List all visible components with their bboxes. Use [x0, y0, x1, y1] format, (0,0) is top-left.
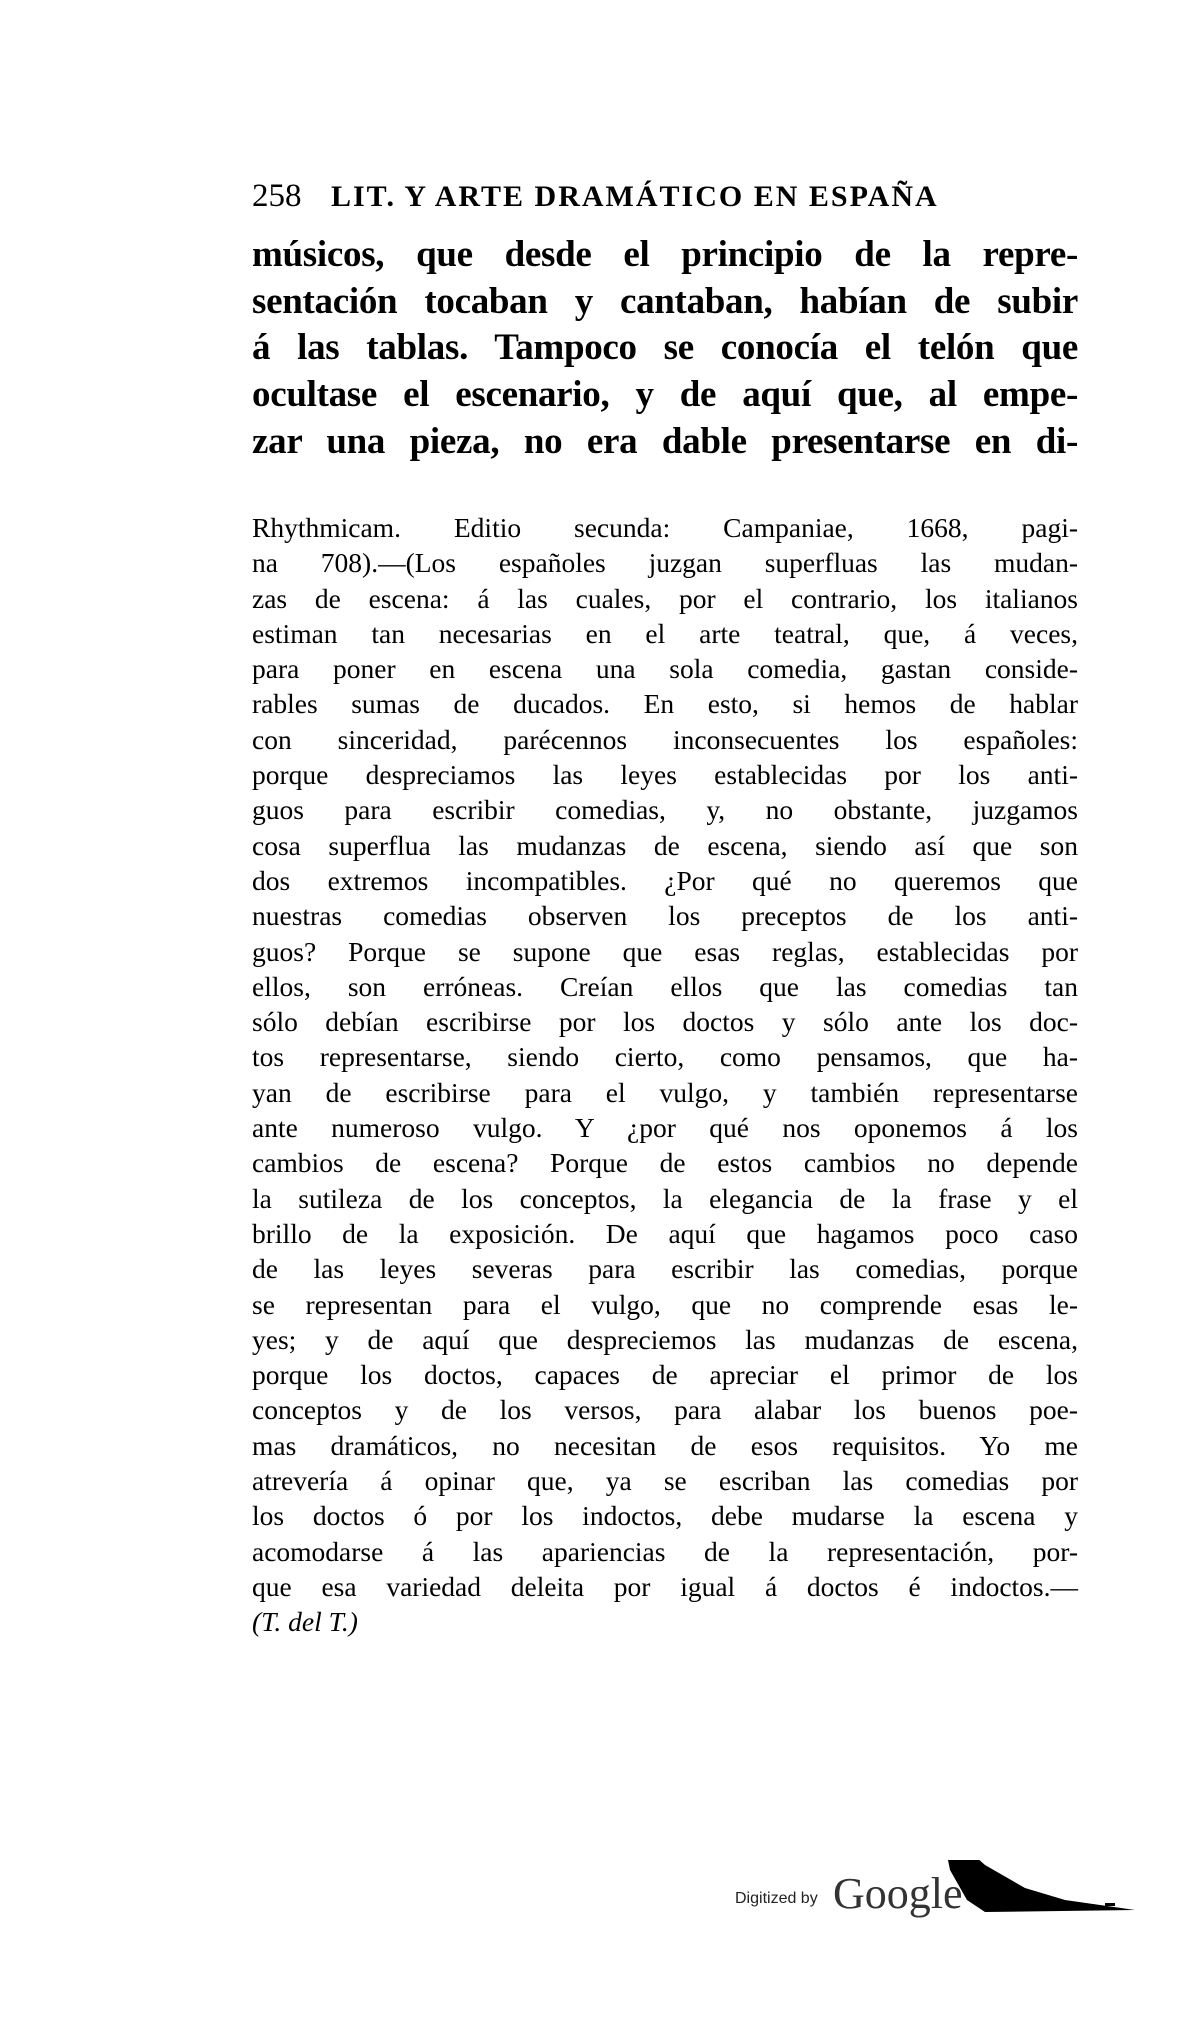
footnote-line: zas de escena: á las cuales, por el contrario, los italianos — [252, 582, 1078, 614]
footnote-line: de las leyes severas para escribir las comedias, porque — [252, 1253, 1078, 1285]
page-number: 258 — [252, 178, 302, 214]
footnote-line: para poner en escena una sola comedia, gastan conside- — [252, 653, 1078, 685]
footnote-line: porque despreciamos las leyes establecidas por los anti- — [252, 759, 1078, 791]
footnote-line: con sinceridad, parécennos inconsecuentes los españoles: — [252, 723, 1078, 755]
footnote-line: na 708).—(Los españoles juzgan superfluas las mudan- — [252, 547, 1078, 579]
footnote-line: nuestras comedias observen los preceptos de los anti- — [252, 900, 1078, 932]
footnote-line: rables sumas de ducados. En esto, si hemos de hablar — [252, 688, 1078, 720]
text-line: ocultase el escenario, y de aquí que, al empe- — [252, 374, 1078, 416]
footnote-line: mas dramáticos, no necesitan de esos requisitos. Yo me — [252, 1429, 1078, 1461]
footnote-line: estiman tan necesarias en el arte teatral, que, á veces, — [252, 617, 1078, 649]
footnote-line: que esa variedad deleita por igual á doctos é indoctos.— — [252, 1570, 1078, 1602]
footnote-line: cambios de escena? Porque de estos cambios no depende — [252, 1147, 1078, 1179]
running-title: LIT. Y ARTE DRAMÁTICO EN ESPAÑA — [331, 180, 939, 213]
text-line: á las tablas. Tampoco se conocía el telón que — [252, 327, 1078, 369]
footnote — [252, 510, 1078, 1640]
footnote-line: sólo debían escribirse por los doctos y sólo ante los doc- — [252, 1006, 1078, 1038]
digitized-by-label: Digitized by — [735, 1890, 818, 1907]
google-logo: Google — [833, 1869, 963, 1918]
footnote-line: se representan para el vulgo, que no comprende esas le- — [252, 1288, 1078, 1320]
footnote-line: conceptos y de los versos, para alabar los buenos poe- — [252, 1394, 1078, 1426]
footnote-line: (T. del T.) — [252, 1606, 358, 1638]
footnote-line: ellos, son erróneas. Creían ellos que las comedias tan — [252, 970, 1078, 1002]
footnote-line: acomodarse á las apariencias de la representación, por- — [252, 1535, 1078, 1567]
footnote-line: guos para escribir comedias, y, no obstante, juzgamos — [252, 794, 1078, 826]
footnote-line: ante numeroso vulgo. Y ¿por qué nos oponemos á los — [252, 1112, 1078, 1144]
footnote-line: porque los doctos, capaces de apreciar el primor de los — [252, 1359, 1078, 1391]
footnote-line: tos representarse, siendo cierto, como pensamos, que ha- — [252, 1041, 1078, 1073]
footnote-line: dos extremos incompatibles. ¿Por qué no queremos que — [252, 864, 1078, 896]
footnote-line: cosa superflua las mudanzas de escena, siendo así que son — [252, 829, 1078, 861]
google-watermark — [735, 1860, 1155, 1920]
footnote-line: guos? Porque se supone que esas reglas, establecidas por — [252, 935, 1078, 967]
footnote-line: yan de escribirse para el vulgo, y también representarse — [252, 1076, 1078, 1108]
footnote-line: atrevería á opinar que, ya se escriban las comedias por — [252, 1465, 1078, 1497]
footnote-line: los doctos ó por los indoctos, debe mudarse la escena y — [252, 1500, 1078, 1532]
footnote-line: la sutileza de los conceptos, la elegancia de la frase y el — [252, 1182, 1078, 1214]
footnote-line: Rhythmicam. Editio secunda: Campaniae, 1668, pagi- — [252, 512, 1078, 543]
footnote-line: brillo de la exposición. De aquí que hagamos poco caso — [252, 1217, 1078, 1249]
main-text — [252, 232, 1078, 465]
text-line: músicos, que desde el principio de la repre- — [252, 234, 1078, 275]
text-line: sentación tocaban y cantaban, habían de subir — [252, 280, 1078, 322]
footnote-line: yes; y de aquí que despreciemos las mudanzas de escena, — [252, 1323, 1078, 1355]
text-line: zar una pieza, no era dable presentarse en di- — [252, 420, 1078, 462]
running-header — [252, 176, 1078, 217]
